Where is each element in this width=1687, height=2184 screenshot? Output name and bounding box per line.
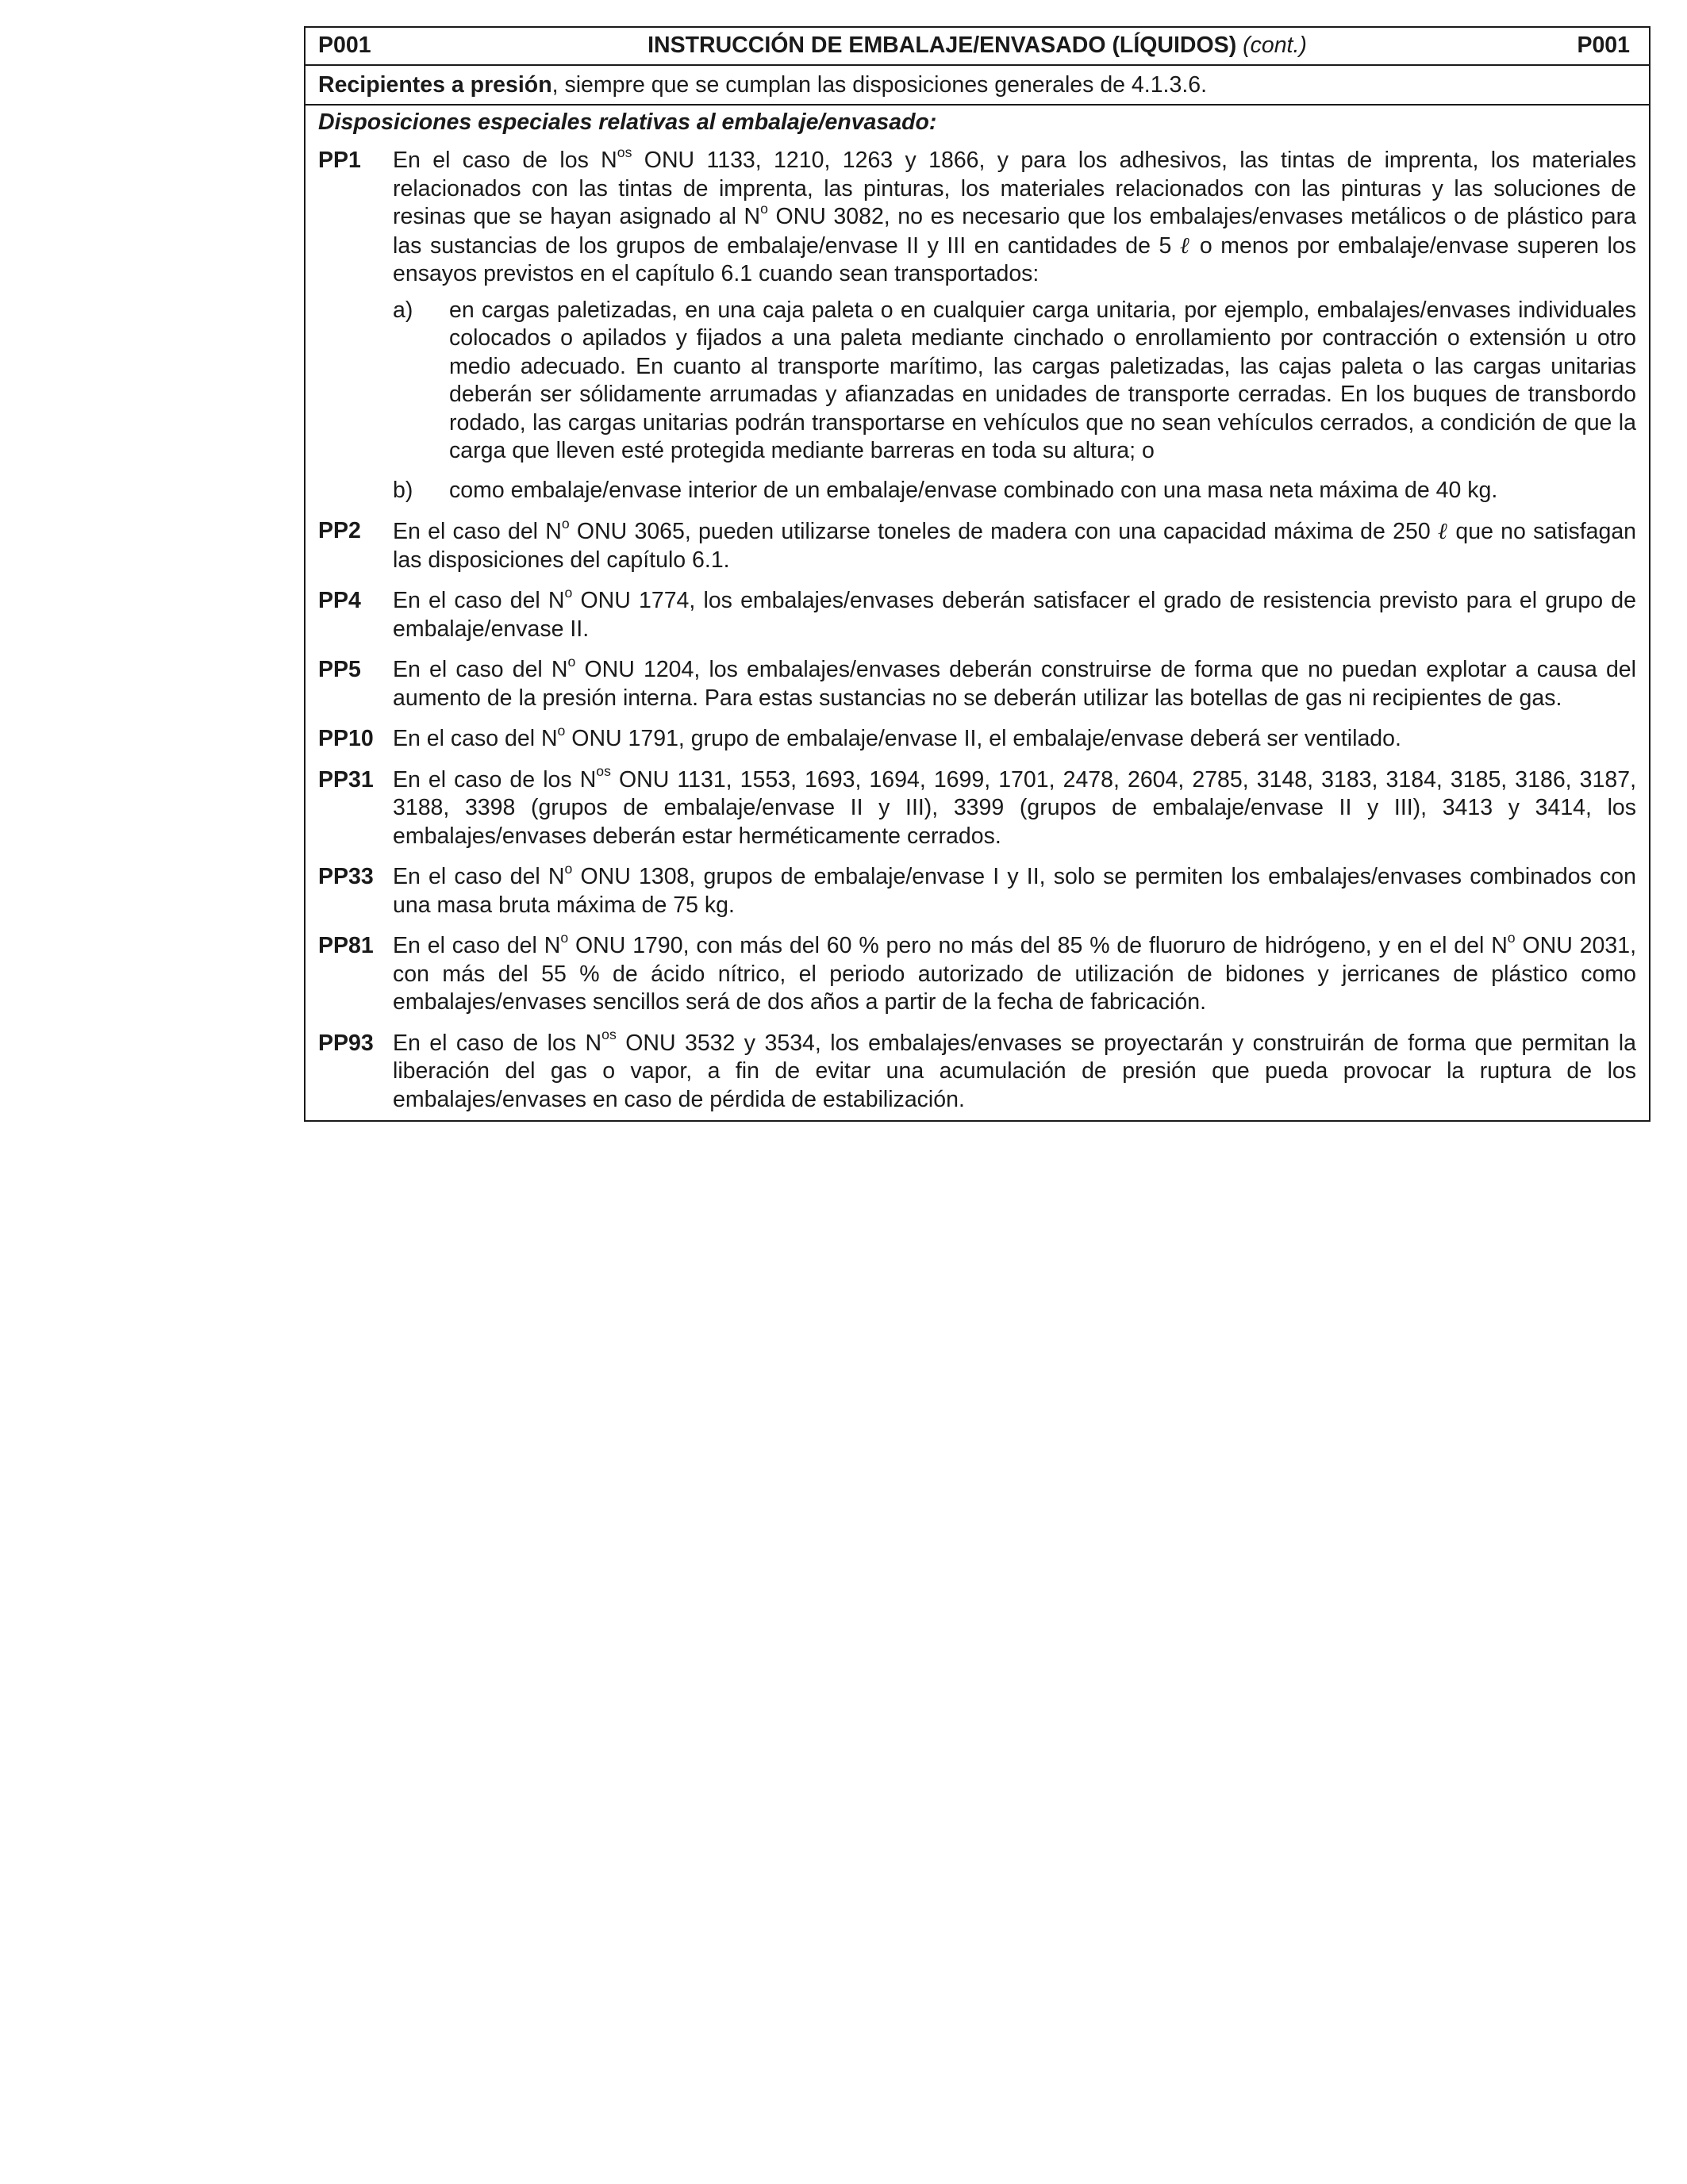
text-run: ONU 2031, con más del 55 % de ácido nítrico, el periodo autorizado de utilización de bidones y jerricanes de plástico como embalajes/envases sencillos será de dos años a partir de la fecha de fabricación. [393, 933, 1636, 1015]
superscript: o [557, 722, 566, 739]
instruction-code-left: P001 [318, 33, 371, 58]
text-run: que no satisfagan las disposiciones del capítulo 6.1. [393, 519, 1637, 573]
provision-text [393, 1027, 1636, 1115]
special-provisions-heading: Disposiciones especiales relativas al embalaje/envasado: [318, 109, 937, 135]
provision-pp10 [318, 722, 1636, 754]
provision-pp2 [318, 517, 1636, 574]
sub-item-label: a) [393, 297, 413, 323]
provision-text [393, 860, 1636, 919]
pressure-receptacles-text: , siempre que se cumplan las disposiciones generales de 4.1.3.6. [551, 72, 1208, 98]
text-run: ONU 1133, 1210, 1263 y 1866, y para los adhesivos, las tintas de imprenta, los materiales relacionados con las tintas de imprenta, las pinturas, los materiales relacionados con las pinturas y las soluciones de resinas que se hayan asignado al N [393, 148, 1636, 229]
provision-code: PP31 [318, 766, 374, 793]
text-run: En el caso de los N [393, 1030, 602, 1056]
text-run: En el caso de los N [393, 766, 597, 793]
provision-text [393, 763, 1636, 851]
provision-body [393, 144, 1636, 505]
provision-text [393, 722, 1636, 754]
superscript: os [601, 1027, 617, 1043]
instruction-title-text: INSTRUCCIÓN DE EMBALAJE/ENVASADO (LÍQUIDOS) [648, 33, 1237, 58]
text-run: ONU 3065, pueden utilizarse toneles de madera con una capacidad máxima de 250 [569, 519, 1438, 544]
text-run: ONU 3082, no es necesario que los embalajes/envases metálicos o de plástico para las sustancias de los grupos de embalaje/envase II y III en cantidades de 5 [393, 204, 1636, 259]
superscript: o [1507, 929, 1516, 946]
provision-code: PP93 [318, 1030, 374, 1056]
litre-symbol: ℓ [1437, 518, 1449, 544]
sub-item-a [393, 297, 1636, 466]
superscript: o [561, 515, 570, 532]
provision-code: PP2 [318, 518, 361, 543]
text-run: o menos por embalaje/envase superen los ensayos previstos en el capítulo 6.1 cuando sean transportados: [393, 232, 1636, 286]
provision-pp93 [318, 1027, 1636, 1115]
provision-code: PP33 [318, 864, 374, 889]
provision-pp4 [318, 584, 1636, 643]
text-run: En el caso del N [393, 588, 565, 613]
text-run: En el caso del N [393, 657, 568, 682]
provision-pp5 [318, 653, 1636, 712]
superscript: o [567, 653, 576, 670]
provision-code: PP4 [318, 588, 361, 613]
text-run: ONU 1204, los embalajes/envases deberán construirse de forma que no puedan explotar a causa del aumento de la presión interna. Para estas sustancias no se deberán utilizar las botellas de gas ni recipientes de gas. [393, 657, 1636, 711]
provision-pp81 [318, 929, 1636, 1017]
provision-text [393, 144, 1636, 289]
text-run: ONU 1791, grupo de embalaje/envase II, el embalaje/envase deberá ser ventilado. [565, 726, 1401, 751]
sub-item-b [393, 477, 1636, 505]
packing-instruction-table [304, 26, 1650, 1122]
text-run: En el caso del N [393, 519, 562, 544]
pressure-receptacles-label: Recipientes a presión [318, 72, 552, 98]
provision-code: PP81 [318, 933, 374, 958]
text-run: En el caso del N [393, 864, 565, 889]
provision-pp31 [318, 763, 1636, 851]
superscript: os [617, 144, 632, 160]
text-run: En el caso del N [393, 933, 561, 958]
instruction-title-cont: (cont.) [1243, 33, 1307, 58]
superscript: o [564, 860, 573, 877]
provision-text [393, 653, 1636, 712]
sub-item-text: en cargas paletizadas, en una caja paleta o en cualquier carga unitaria, por ejemplo, embalajes/envases individuales colocados o apilados y fijados a una paleta mediante cinchado o enrollamiento por contracción o extensión u otro medio adecuado. En cuanto al transporte marítimo, las cargas paletizadas, las cajas paleta o las cargas unitarias deberán ser sólidamente arrumadas y afianzadas en unidades de transporte cerradas. En los buques de transbordo rodado, las cargas unitarias podrán transportarse en vehículos que no sean vehículos cerrados, a condición de que la carga que lleven esté protegida mediante barreras en toda su altura; o [449, 297, 1636, 463]
text-run: ONU 1308, grupos de embalaje/envase I y II, solo se permiten los embalajes/envases combinados con una masa bruta máxima de 75 kg. [393, 864, 1636, 918]
text-run: ONU 1131, 1553, 1693, 1694, 1699, 1701, 2478, 2604, 2785, 3148, 3183, 3184, 3185, 3186, 3187, 3188, 3398 (grupos de embalaje/envase II y III), 3399 (grupos de embalaje/envase II y III), 3413 y 3414, los embalajes/envases deberán estar herméticamente cerrados. [393, 766, 1636, 849]
table-header-row [306, 28, 1649, 66]
sub-item-label: b) [393, 477, 413, 503]
instruction-title [306, 32, 1649, 60]
text-run: En el caso de los N [393, 148, 617, 173]
superscript: o [560, 929, 569, 946]
superscript: os [596, 763, 611, 780]
provision-pp33 [318, 860, 1636, 919]
pressure-receptacles-row [306, 66, 1649, 106]
provision-text [393, 517, 1636, 574]
superscript: o [760, 200, 768, 217]
text-run: ONU 1774, los embalajes/envases deberán satisfacer el grado de resistencia previsto para el grupo de embalaje/envase II. [393, 588, 1636, 642]
provision-text [393, 929, 1636, 1017]
text-run: ONU 3532 y 3534, los embalajes/envases se proyectarán y construirán de forma que permitan la liberación del gas o vapor, a fin de evitar una acumulación de presión que pueda provocar la ruptura de los embalajes/envases en caso de pérdida de estabilización. [393, 1030, 1636, 1112]
superscript: o [564, 584, 573, 601]
provision-code: PP1 [318, 148, 361, 173]
provision-pp1 [318, 144, 1636, 505]
sub-item-text: como embalaje/envase interior de un embalaje/envase combinado con una masa neta máxima de 40 kg. [449, 477, 1498, 503]
text-run: ONU 1790, con más del 60 % pero no más del 85 % de fluoruro de hidrógeno, y en el del N [568, 933, 1508, 958]
provision-code: PP10 [318, 726, 374, 751]
instruction-code-right: P001 [1577, 33, 1630, 58]
provision-text [393, 584, 1636, 643]
special-provisions-section [306, 106, 1649, 1121]
litre-symbol: ℓ [1179, 232, 1192, 259]
text-run: En el caso del N [393, 726, 558, 751]
provision-code: PP5 [318, 657, 361, 682]
